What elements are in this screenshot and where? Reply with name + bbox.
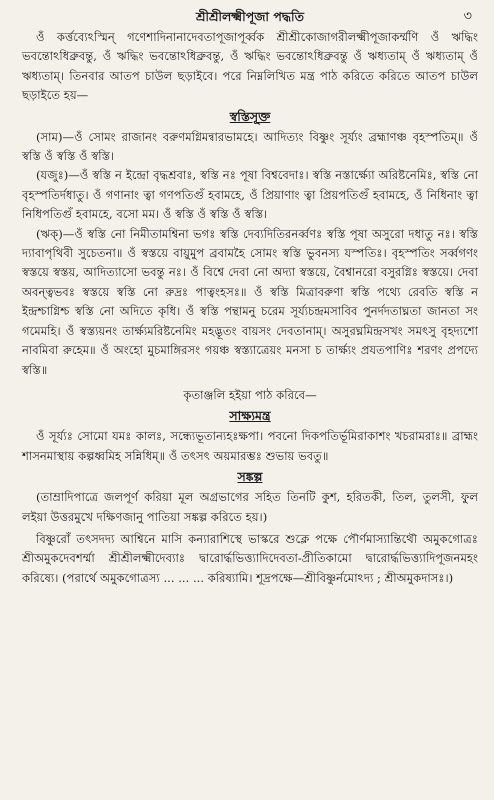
page-number: ৩ [463, 9, 472, 24]
yaju-verse: (যজুঃ)—ওঁ স্বস্তি ন ইন্দ্রো বৃদ্ধশ্রবাঃ, স্বস্তি নঃ পূষা বিশ্ববেদাঃ। স্বস্তি নস্তার্ক্ষ্যো অরিষ্টনেমিঃ, স্বস্তি নো বৃহস্পতির্দধাতু। ওঁ গণানাং ত্বা গণপতিগুঁ হবামহে, ওঁ প্রিয়াণাং ত্বা প্রিয়পতিগুঁ হবামহে, ওঁ নিধিনাং ত্বা নিধিপতিগুঁ হবামহে, বসো মম। ওঁ স্বস্তি ওঁ স্বস্তি ওঁ স্বস্তি। [22, 168, 478, 222]
intro-paragraph: ওঁ কর্ত্তব্যেঽস্মিন্‌ গণেশাদিনানাদেবতাপূজাপূর্ব্বক শ্রীশ্রীকোজাগরীলক্ষ্মীপূজাকর্ম্মণি ওঁ ঋদ্ধিং ভবন্তোঽধিব্রুবন্তু, ওঁ ঋদ্ধিং ভবন্তোঽধিব্রুবন্তু, ওঁ ঋদ্ধিং ভবন্তোঽধিব্রুবন্তু ওঁ ঋধ্যতাম্‌ ওঁ ঋধ্যতাম্‌ ওঁ ঋধ্যতাম্‌। তিনবার আতপ চাউল ছড়াইবে। পরে নিম্নলিখিত মন্ত্র পাঠ করিতে করিতে আতপ চাউল ছড়াইতে হয়— [22, 30, 479, 103]
page-header [22, 6, 478, 28]
swastisukta-heading: স্বস্তিসূক্ত [229, 108, 271, 124]
rik-verse: (ঋক্‌)—ওঁ স্বস্তি নো নিমীতামশ্বিনা ভগঃ স্বস্তি দেব্যদিতিরনর্ব্বণঃ স্বস্তি পূষা অসুরো দধাতু নঃ। স্বস্তি দ্যাবাপৃথিবী সুচেতনা॥ ওঁ স্বস্তয়ে বায়ুমুপ ব্রবামহৈ সোমং স্বস্তি ভুবনস্য যস্পতিঃ। বৃহস্পতিং সর্ব্বগণং স্বস্তয়ে স্বস্তয়, আদিত্যাসো ভবন্তু নঃ। ওঁ বিশ্বে দেবা নো অদ্যা স্বস্তয়ে, বৈশ্বানরো বসুরগ্নিঃ স্বস্তয়ে। দেবা অবন্ত্বভবঃ স্বস্তয়ে স্বস্তি নো রুদ্রঃ পাত্বংহসঃ॥ ওঁ স্বস্তি মিত্রাবরুণা স্বস্তি পথ্যে রেবতি স্বস্তি ন ইন্দ্রশ্চাগ্নিশ্চ স্বস্তি নো অদিতে কৃধি। ওঁ স্বস্তি পন্থামনু চরেম সূর্য্যচন্দ্রমসাবিব পুনর্দদতাঘ্নতা জানতা সং গমেমহি। ওঁ স্বস্ত্যয়নং তার্ক্ষ্যমরিষ্টনেমিং মহদ্ভূতং বায়সং দেবতানাম্‌। অসুরঘ্নমিন্দ্রসখং সমৎসু বৃহদ্যশো নাবমিবা রুহেম॥ ওঁ অংহো মুচমাঙ্গিরসং গয়ঞ্চ স্বস্ত্যাত্রেয়ং মনসা চ তার্ক্ষ্যং প্রযতপাণিঃ শরণং প্রপদ্যে স্বস্তি॥ [22, 226, 478, 377]
kritanjali-instruction: কৃতাঞ্জলি হইয়া পাঠ করিবে— [183, 387, 317, 402]
sakshya-mantra-heading: সাক্ষ্যমন্ত্র [229, 408, 271, 424]
sankalpa-heading: সঙ্কল্প [237, 469, 263, 485]
sankalpa-mantra: বিষ্ণুরোঁ তৎসদদ্য আশ্বিনে মাসি কন্যারাশিস্থে ভাস্করে শুক্লে পক্ষে পৌর্ণমাস্যান্তিথৌ অমুকগোত্রঃ শ্রীঅমুকদেবশর্ম্মা শ্রীশ্রীলক্ষ্মীদেব্যাঃ দ্বারোর্দ্ধভিত্ত্যাদিদেবতা-প্রীতিকামো দ্বারোর্দ্ধভিত্ত্যাদিপূজনমহং করিষ্যে। (পরার্থে অমুকগোত্রস্য ... ... ... করিষ্যামি। শূদ্রপক্ষে—শ্রীবিষ্ণুর্নমোঽদ্য ; শ্রীঅমুকদাসঃ।) [22, 531, 478, 585]
sankalpa-instruction: (তাম্রাদিপাত্রে জলপূর্ণ করিয়া মূল অগ্রভাগের সহিত তিনটি কুশ, হরিতকী, তিল, তুলসী, ফুল লইয়া উত্তরমুখে দক্ষিণজানু পাতিয়া সঙ্কল্প করিতে হয়।) [22, 490, 478, 524]
sama-verse: (সাম)—ওঁ সোমং রাজানং বরুণমগ্নিমন্বারভামহে। আদিত্যং বিষ্ণুং সূর্য্যং ব্রহ্মাণঞ্চ বৃহস্পতিম্‌॥ ওঁ স্বস্তি ওঁ স্বস্তি ওঁ স্বস্তি। [22, 129, 478, 164]
running-title: শ্রীশ্রীলক্ষ্মীপূজা পদ্ধতি [195, 9, 304, 24]
sakshya-mantra: ওঁ সূর্য্যঃ সোমো যমঃ কালঃ, সন্ধ্যেভূতান্যহঃক্ষপা। পবনো দিকপতির্ভূমিরাকাশং খচরামরাঃ॥ ব্রাহ্মং শাসনমাস্থায় কল্পধ্বমিহ সন্নিধিম্‌॥ ওঁ তৎসৎ অয়মারম্ভঃ শুভায় ভবতু॥ [22, 429, 478, 463]
